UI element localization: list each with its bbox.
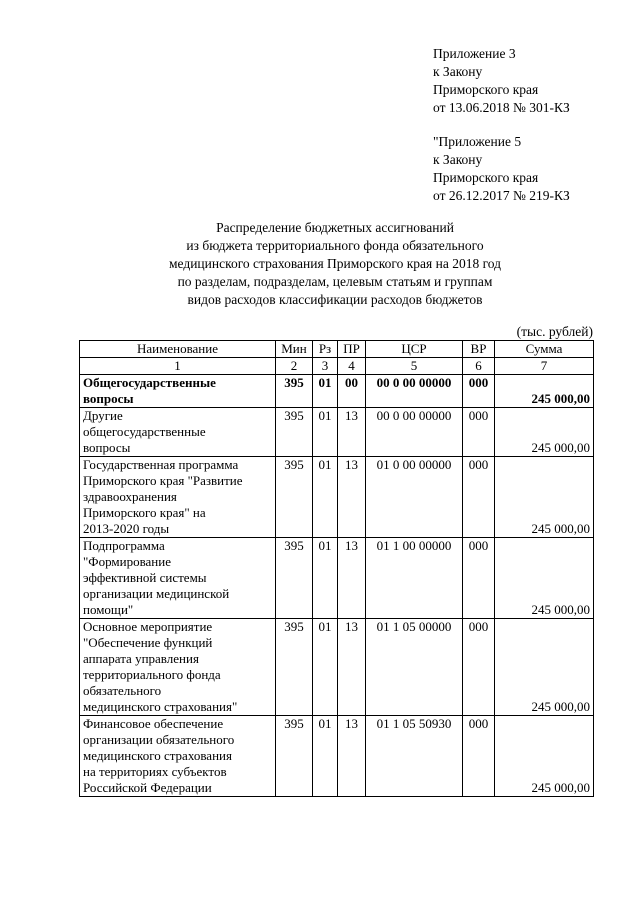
annex-line: "Приложение 5 [433, 134, 522, 149]
row-name [80, 619, 276, 716]
title-line: медицинского страхования Приморского края на 2018 год [168, 256, 502, 271]
row-min: 395 [276, 619, 313, 716]
row-name-line: 2013-2020 годы [83, 521, 170, 536]
row-name-line: "Обеспечение функций [83, 635, 213, 650]
row-csr: 00 0 00 00000 [366, 408, 463, 457]
row-name-line: Государственная программа [83, 457, 239, 472]
row-name-line: Российской Федерации [83, 780, 212, 795]
row-sum: 245 000,00 [495, 619, 594, 716]
row-sum: 245 000,00 [495, 375, 594, 408]
row-name [80, 408, 276, 457]
col-header-csr: ЦСР [366, 341, 463, 358]
row-name-line: аппарата управления [83, 651, 199, 666]
table-row [80, 538, 594, 619]
col-header-min: Мин [276, 341, 313, 358]
row-csr: 01 1 05 50930 [366, 716, 463, 797]
title-line: по разделам, подразделам, целевым статьям и группам [177, 274, 493, 289]
row-min: 395 [276, 408, 313, 457]
column-number: 5 [366, 358, 463, 375]
header-row [80, 341, 594, 358]
col-header-pr: ПР [338, 341, 366, 358]
column-number: 3 [313, 358, 338, 375]
row-csr: 01 1 00 00000 [366, 538, 463, 619]
row-name-line: Общегосударственные [83, 375, 216, 390]
table-row [80, 408, 594, 457]
row-vr: 000 [463, 457, 495, 538]
title-line: видов расходов классификации расходов бюджетов [187, 292, 483, 307]
annex-line: от 13.06.2018 № 301-КЗ [433, 100, 570, 115]
row-min: 395 [276, 538, 313, 619]
row-csr: 01 0 00 00000 [366, 457, 463, 538]
row-name [80, 375, 276, 408]
table-row [80, 457, 594, 538]
row-name [80, 716, 276, 797]
row-name-line: помощи" [83, 602, 134, 617]
row-min: 395 [276, 716, 313, 797]
col-header-sum: Сумма [495, 341, 594, 358]
row-name [80, 457, 276, 538]
row-name-line: Подпрограмма [83, 538, 165, 553]
row-name-line: вопросы [83, 391, 134, 406]
column-number-row [80, 358, 594, 375]
row-sum: 245 000,00 [495, 408, 594, 457]
column-number: 6 [463, 358, 495, 375]
row-pr: 13 [338, 538, 366, 619]
column-number: 7 [495, 358, 594, 375]
annex-line: Приложение 3 [433, 46, 516, 61]
row-pr: 13 [338, 619, 366, 716]
col-header-vr: ВР [463, 341, 495, 358]
annex-line: к Закону [433, 152, 483, 167]
annex-line: от 26.12.2017 № 219-КЗ [433, 188, 570, 203]
row-name [80, 538, 276, 619]
row-min: 395 [276, 375, 313, 408]
row-sum: 245 000,00 [495, 716, 594, 797]
row-name-line: эффективной системы [83, 570, 207, 585]
original-annex-header [433, 133, 570, 205]
row-name-line: вопросы [83, 440, 131, 455]
row-rz: 01 [313, 716, 338, 797]
column-number: 2 [276, 358, 313, 375]
document-title [80, 219, 590, 309]
annex-line: Приморского края [433, 82, 539, 97]
row-name-line: Приморского края "Развитие [83, 473, 243, 488]
column-number: 1 [80, 358, 276, 375]
row-name-line: территориального фонда [83, 667, 221, 682]
row-vr: 000 [463, 619, 495, 716]
row-rz: 01 [313, 375, 338, 408]
row-name-line: Приморского края" на [83, 505, 206, 520]
row-pr: 00 [338, 375, 366, 408]
row-pr: 13 [338, 716, 366, 797]
units-label: (тыс. рублей) [516, 324, 593, 339]
col-header-rz: Рз [313, 341, 338, 358]
row-name-line: медицинского страхования" [83, 699, 238, 714]
column-number: 4 [338, 358, 366, 375]
row-csr: 00 0 00 00000 [366, 375, 463, 408]
row-sum: 245 000,00 [495, 457, 594, 538]
row-name-line: общегосударственные [83, 424, 206, 439]
row-rz: 01 [313, 457, 338, 538]
annex-line: к Закону [433, 64, 483, 79]
budget-table [79, 340, 594, 797]
row-rz: 01 [313, 408, 338, 457]
row-name-line: "Формирование [83, 554, 171, 569]
row-csr: 01 1 05 00000 [366, 619, 463, 716]
row-min: 395 [276, 457, 313, 538]
row-name-line: Основное мероприятие [83, 619, 213, 634]
row-name-line: обязательного [83, 683, 162, 698]
row-name-line: на территориях субъектов [83, 764, 227, 779]
annex-header [433, 45, 570, 117]
row-vr: 000 [463, 375, 495, 408]
annex-line: Приморского края [433, 170, 539, 185]
title-line: Распределение бюджетных ассигнований [216, 220, 454, 235]
col-header-name: Наименование [80, 341, 276, 358]
table-row [80, 619, 594, 716]
row-name-line: организации медицинской [83, 586, 230, 601]
row-rz: 01 [313, 619, 338, 716]
row-rz: 01 [313, 538, 338, 619]
row-vr: 000 [463, 408, 495, 457]
row-name-line: организации обязательного [83, 732, 235, 747]
row-name-line: здравоохранения [83, 489, 177, 504]
row-name-line: Другие [83, 408, 123, 423]
table-row [80, 716, 594, 797]
row-pr: 13 [338, 457, 366, 538]
row-vr: 000 [463, 716, 495, 797]
row-pr: 13 [338, 408, 366, 457]
row-vr: 000 [463, 538, 495, 619]
row-sum: 245 000,00 [495, 538, 594, 619]
row-name-line: медицинского страхования [83, 748, 232, 763]
table-row [80, 375, 594, 408]
title-line: из бюджета территориального фонда обязательного [186, 238, 484, 253]
row-name-line: Финансовое обеспечение [83, 716, 224, 731]
